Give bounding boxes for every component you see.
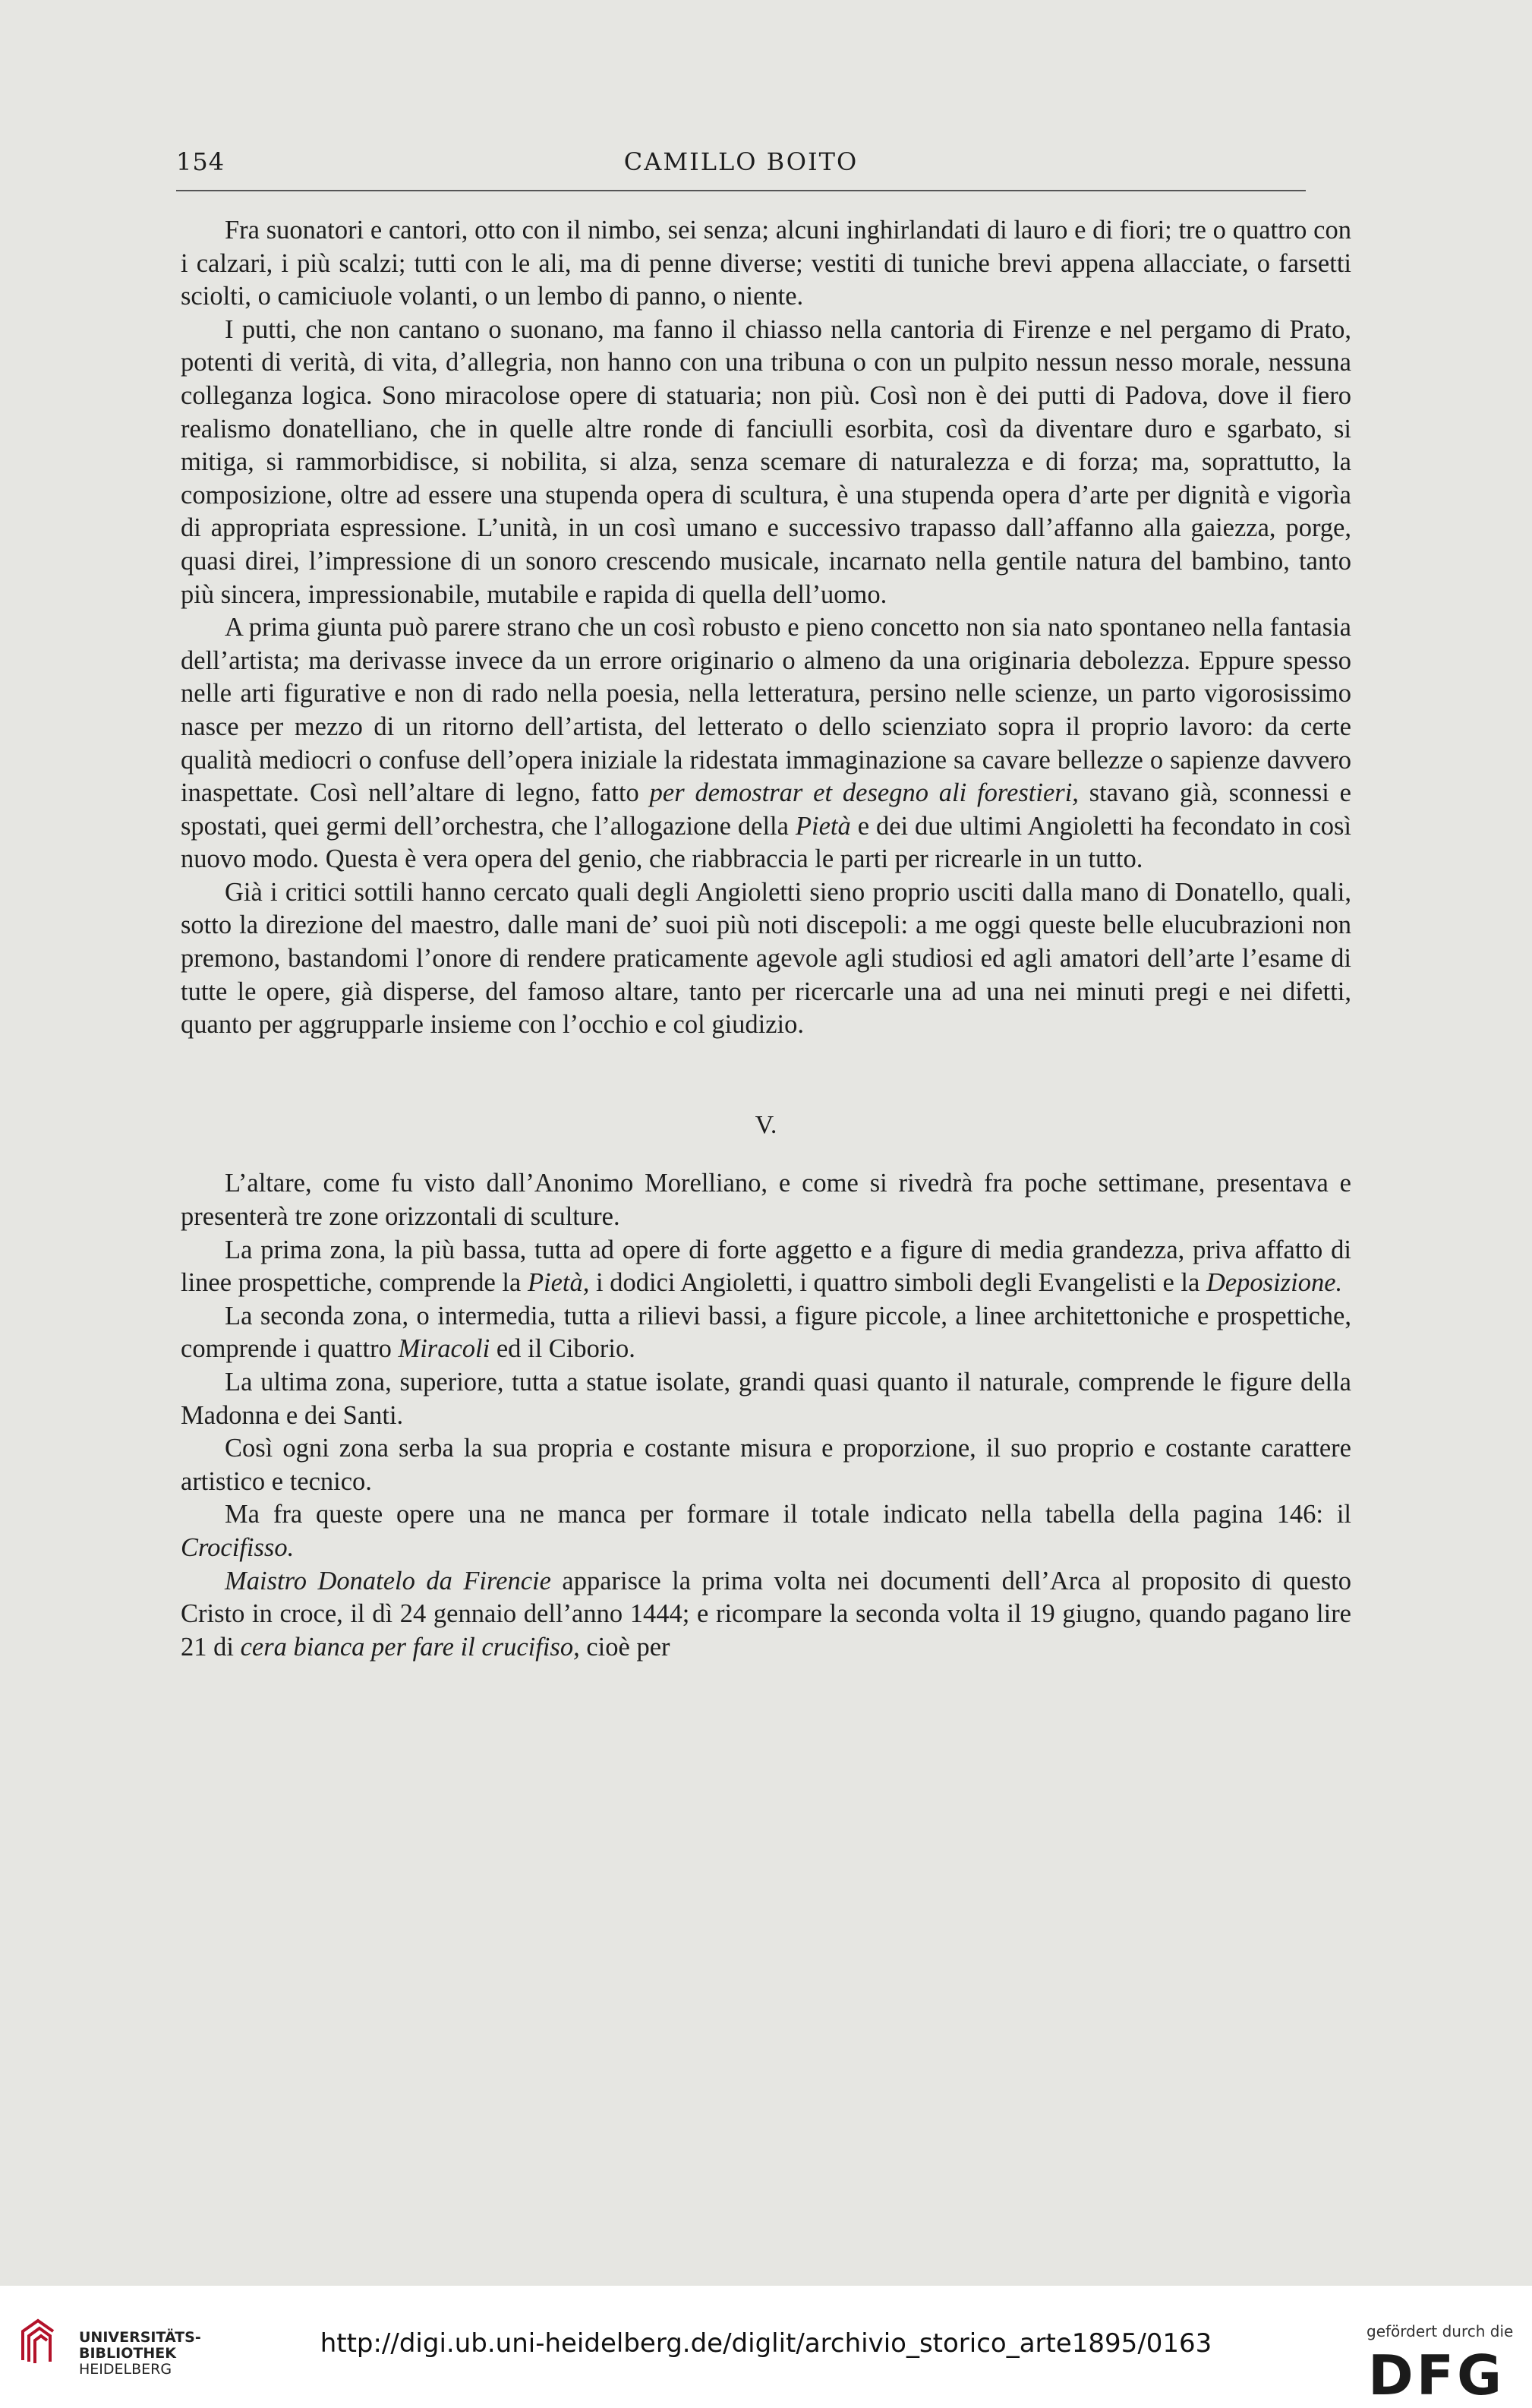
library-name: UNIVERSITÄTS- BIBLIOTHEK HEIDELBERG [79,2329,201,2378]
paragraph: Maistro Donatelo da Firencie apparisce la prima volta nei documenti dell’Arca al proposito di questo Cristo in croce, il dì 24 gennaio dell’anno 1444; e ricompare la seconda volta il 19 giugno, quando pagano lire 21 di cera bianca per fare il crucifiso, cioè per [181,1566,1351,1662]
paragraph: La prima zona, la più bassa, tutta ad opere di forte aggetto e a figure di media grandezza, priva affatto di linee prospettiche, comprende la Pietà, i dodici Angioletti, i quattro simboli degli Evangelisti e la Deposizione. [181,1235,1351,1298]
page-number: 154 [176,147,225,176]
paragraph: Così ogni zona serba la sua propria e costante misura e proporzione, il suo proprio e costante carattere artistico e tecnico. [181,1434,1351,1496]
paragraph: La ultima zona, superiore, tutta a statue isolate, grandi quasi quanto il naturale, comprende le figure della Madonna e dei Santi. [181,1368,1351,1430]
paragraph: L’altare, come fu visto dall’Anonimo Morelliano, e come si rivedrà fra poche settimane, presentava e presenterà tre zone orizzontali di sculture. [181,1169,1351,1232]
paragraph: I putti, che non cantano o suonano, ma fanno il chiasso nella cantoria di Firenze e nel pergamo di Prato, potenti di verità, di vita, d’allegria, non hanno con una tribuna o con un pulpito nessun nesso morale, nessuna colleganza logica. Sono miracolose opere di statuaria; non più. Così non è dei putti di Padova, dove il fiero realismo donatelliano, che in quelle altre ronde di fanciulli esorbita, così da diventare duro e sgarbato, si mitiga, si rammorbidisce, si nobilita, si alza, senza scemare di naturalezza e di forza; ma, soprattutto, la composizione, oltre ad essere una stupenda opera di scultura, è una stupenda opera d’arte per dignità e vigorìa di appropriata espressione. L’unità, in un così umano e successivo trapasso dall’affanno alla gaiezza, porge, quasi direi, l’impressione di un sonoro crescendo musicale, incarnato nella gentile natura del bambino, tanto più sincera, impressionabile, mutabile e rapida di quella dell’uomo. [181,314,1351,609]
body-text [181,214,1351,1664]
paragraph: A prima giunta può parere strano che un così robusto e pieno concetto non sia nato spontaneo nella fantasia dell’artista; ma derivasse invece da un errore originario o almeno da una originaria debolezza. Eppure spesso nelle arti figurative e non di rado nella poesia, nella letteratura, persino nelle scienze, un parto vigorosissimo nasce per mezzo di un ritorno dell’artista, del letterato o dello scienziato sopra il proprio lavoro: da certe qualità mediocri o confuse dell’opera iniziale la ridestata immaginazione sa cavare bellezze o sapienze davvero inaspettate. Così nell’altare di legno, fatto per demostrar et desegno ali forestieri, stavano già, sconnessi e spostati, quei germi dell’orchestra, che l’allogazione della Pietà e dei due ultimi Angioletti ha fecondato in così nuovo modo. Questa è vera opera del genio, che riabbraccia le parti per ricrearle in un tutto. [181,613,1352,874]
running-head: CAMILLO BOITO [623,147,859,176]
paragraph: Ma fra queste opere una ne manca per formare il totale indicato nella tabella della pagina 146: il Crocifisso. [181,1500,1351,1562]
dfg-logo: DFG [1368,2343,1505,2407]
paragraph: Già i critici sottili hanno cercato quali degli Angioletti sieno proprio usciti dalla mano di Donatello, quali, sotto la direzione del maestro, dalle mani de’ suoi più noti discepoli: a me oggi queste belle elucubrazioni non premono, bastandomi l’onore di rendere praticamente agevole agli studiosi ed agli amatori dell’arte l’esame di tutte le opere, già disperse, del famoso altare, tanto per ricercarle una ad una nei minuti pregi e nei difetti, quanto per aggrupparle insieme con l’occhio e col giudizio. [181,877,1351,1040]
paragraph: La seconda zona, o intermedia, tutta a rilievi bassi, a figure piccole, a linee architettoniche e prospettiche, comprende i quattro Miracoli ed il Ciborio. [181,1301,1351,1364]
digitization-footer [0,2286,1532,2408]
funding-caption: gefördert durch die [1367,2322,1514,2340]
source-url-link[interactable]: http://digi.ub.uni-heidelberg.de/diglit/archivio_storico_arte1895/0163 [320,2328,1212,2359]
page-header [176,147,1306,185]
section-heading: V. [755,1110,777,1139]
header-rule [176,190,1306,191]
paragraph: Fra suonatori e cantori, otto con il nimbo, sei senza; alcuni inghirlandati di lauro e di fiori; tre o quattro con i calzari, i più scalzi; tutti con le ali, ma di penne diverse; vestiti di tuniche brevi appena allacciate, o farsetti sciolti, o camiciuole volanti, o un lembo di panno, o niente. [181,216,1351,311]
